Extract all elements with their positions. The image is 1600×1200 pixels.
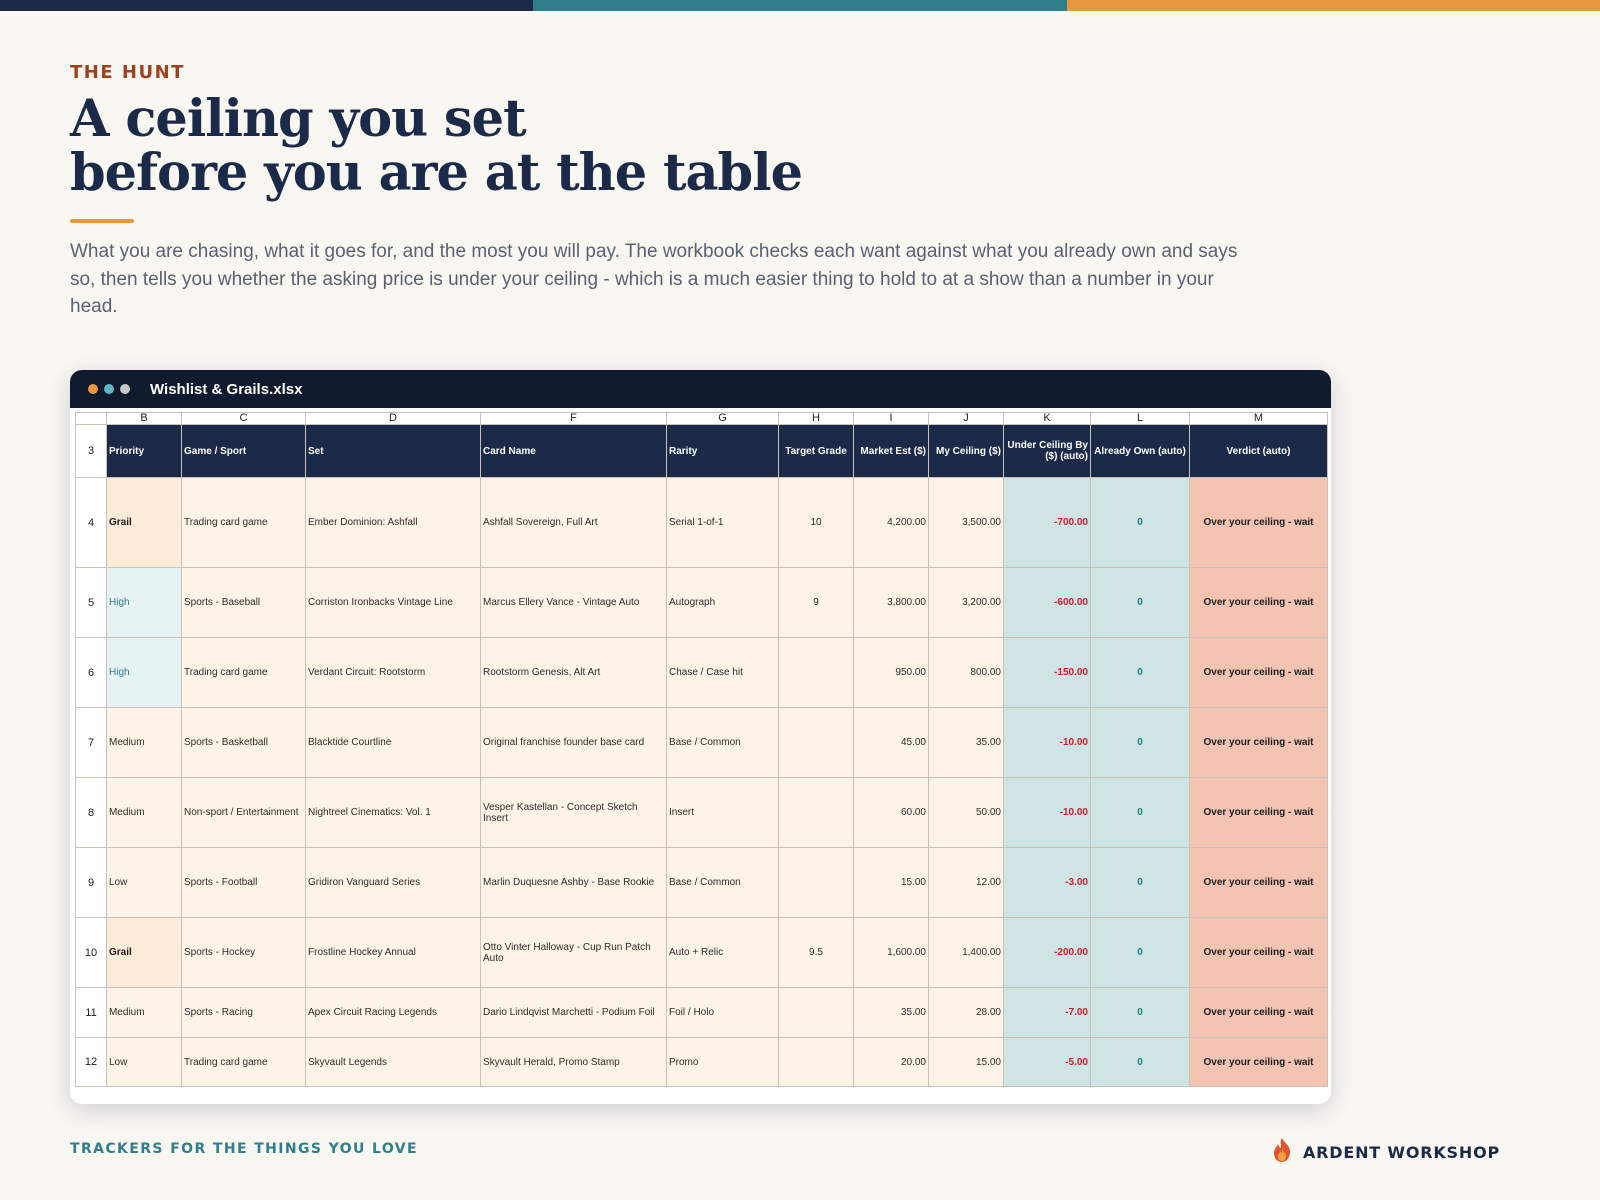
- target-grade-cell[interactable]: [779, 1038, 854, 1087]
- already-own-cell[interactable]: 0: [1091, 988, 1190, 1038]
- table-row: [76, 708, 1328, 778]
- target-grade-cell[interactable]: 9.5: [779, 918, 854, 988]
- row-number[interactable]: 9: [76, 848, 107, 918]
- card-name-cell[interactable]: Vesper Kastellan - Concept Sketch Insert: [481, 778, 667, 848]
- priority-cell[interactable]: Medium: [107, 778, 182, 848]
- intro-paragraph: What you are chasing, what it goes for, and the most you will pay. The workbook checks each want against what you already own and says so, then tells you whether the asking price is under your ceiling - which is a much easier thing to hold to at a show than a number in your head.: [70, 241, 1238, 317]
- accent-segment-navy: [0, 0, 533, 11]
- my-ceiling-cell[interactable]: 3,500.00: [929, 478, 1004, 568]
- column-letter-d[interactable]: D: [306, 413, 481, 425]
- verdict-cell[interactable]: Over your ceiling - wait: [1190, 478, 1328, 568]
- under-ceiling-cell[interactable]: -600.00: [1004, 568, 1091, 638]
- rarity-cell[interactable]: Insert: [667, 778, 779, 848]
- priority-cell[interactable]: Medium: [107, 988, 182, 1038]
- eyebrow-label: THE HUNT: [70, 62, 185, 83]
- table-row: [76, 638, 1328, 708]
- market-est-cell[interactable]: 1,600.00: [854, 918, 929, 988]
- card-name-cell[interactable]: Rootstorm Genesis, Alt Art: [481, 638, 667, 708]
- card-name-cell[interactable]: Marcus Ellery Vance - Vintage Auto: [481, 568, 667, 638]
- game-sport-cell[interactable]: Sports - Football: [182, 848, 306, 918]
- wishlist-table: [75, 412, 1328, 1087]
- card-name-cell[interactable]: Ashfall Sovereign, Full Art: [481, 478, 667, 568]
- set-cell[interactable]: Blacktide Courtline: [306, 708, 481, 778]
- rarity-cell[interactable]: Serial 1-of-1: [667, 478, 779, 568]
- rarity-cell[interactable]: Auto + Relic: [667, 918, 779, 988]
- title-line-2: before you are at the table: [70, 143, 803, 203]
- under-ceiling-cell[interactable]: -10.00: [1004, 708, 1091, 778]
- title-underline: [70, 219, 134, 223]
- my-ceiling-cell[interactable]: 3,200.00: [929, 568, 1004, 638]
- column-letter-k[interactable]: K: [1004, 413, 1091, 425]
- spreadsheet-grid[interactable]: [75, 412, 1328, 1087]
- column-header[interactable]: Rarity: [667, 425, 779, 478]
- row-number[interactable]: 10: [76, 918, 107, 988]
- already-own-cell[interactable]: 0: [1091, 848, 1190, 918]
- title-line-1: A ceiling you set: [70, 89, 526, 149]
- verdict-cell[interactable]: Over your ceiling - wait: [1190, 988, 1328, 1038]
- game-sport-cell[interactable]: Sports - Baseball: [182, 568, 306, 638]
- my-ceiling-cell[interactable]: 15.00: [929, 1038, 1004, 1087]
- column-letter-m[interactable]: M: [1190, 413, 1328, 425]
- target-grade-cell[interactable]: [779, 848, 854, 918]
- my-ceiling-cell[interactable]: 50.00: [929, 778, 1004, 848]
- table-row: [76, 568, 1328, 638]
- set-cell[interactable]: Apex Circuit Racing Legends: [306, 988, 481, 1038]
- game-sport-cell[interactable]: Trading card game: [182, 1038, 306, 1087]
- under-ceiling-cell[interactable]: -7.00: [1004, 988, 1091, 1038]
- market-est-cell[interactable]: 20.00: [854, 1038, 929, 1087]
- card-name-cell[interactable]: Skyvault Herald, Promo Stamp: [481, 1038, 667, 1087]
- priority-cell[interactable]: High: [107, 638, 182, 708]
- window-titlebar: [70, 370, 1331, 408]
- rarity-cell[interactable]: Foil / Holo: [667, 988, 779, 1038]
- window-dot-teal-icon[interactable]: [104, 384, 114, 394]
- card-name-cell[interactable]: Otto Vinter Halloway - Cup Run Patch Auto: [481, 918, 667, 988]
- column-header[interactable]: Already Own (auto): [1091, 425, 1190, 478]
- window-dot-orange-icon[interactable]: [88, 384, 98, 394]
- rarity-cell[interactable]: Autograph: [667, 568, 779, 638]
- under-ceiling-cell[interactable]: -700.00: [1004, 478, 1091, 568]
- row-number[interactable]: 5: [76, 568, 107, 638]
- set-cell[interactable]: Skyvault Legends: [306, 1038, 481, 1087]
- verdict-cell[interactable]: Over your ceiling - wait: [1190, 778, 1328, 848]
- under-ceiling-cell[interactable]: -10.00: [1004, 778, 1091, 848]
- priority-cell[interactable]: Low: [107, 1038, 182, 1087]
- row-number[interactable]: 12: [76, 1038, 107, 1087]
- table-row: [76, 918, 1328, 988]
- game-sport-cell[interactable]: Trading card game: [182, 478, 306, 568]
- verdict-cell[interactable]: Over your ceiling - wait: [1190, 638, 1328, 708]
- my-ceiling-cell[interactable]: 12.00: [929, 848, 1004, 918]
- footer-tagline: TRACKERS FOR THE THINGS YOU LOVE: [70, 1141, 418, 1157]
- accent-segment-orange: [1067, 0, 1600, 11]
- set-cell[interactable]: Corriston Ironbacks Vintage Line: [306, 568, 481, 638]
- row-number[interactable]: 8: [76, 778, 107, 848]
- header-row: [76, 425, 1328, 478]
- table-row: [76, 778, 1328, 848]
- set-cell[interactable]: Frostline Hockey Annual: [306, 918, 481, 988]
- already-own-cell[interactable]: 0: [1091, 778, 1190, 848]
- under-ceiling-cell[interactable]: -5.00: [1004, 1038, 1091, 1087]
- row-number[interactable]: 11: [76, 988, 107, 1038]
- market-est-cell[interactable]: 60.00: [854, 778, 929, 848]
- game-sport-cell[interactable]: Sports - Hockey: [182, 918, 306, 988]
- table-row: [76, 988, 1328, 1038]
- already-own-cell[interactable]: 0: [1091, 708, 1190, 778]
- game-sport-cell[interactable]: Non-sport / Entertainment: [182, 778, 306, 848]
- verdict-cell[interactable]: Over your ceiling - wait: [1190, 568, 1328, 638]
- rarity-cell[interactable]: Promo: [667, 1038, 779, 1087]
- target-grade-cell[interactable]: [779, 708, 854, 778]
- column-letter-g[interactable]: G: [667, 413, 779, 425]
- already-own-cell[interactable]: 0: [1091, 568, 1190, 638]
- top-accent-bar: [0, 0, 1600, 11]
- accent-segment-teal: [533, 0, 1066, 11]
- corner-cell[interactable]: [76, 413, 107, 425]
- already-own-cell[interactable]: 0: [1091, 1038, 1190, 1087]
- market-est-cell[interactable]: 15.00: [854, 848, 929, 918]
- column-header[interactable]: Priority: [107, 425, 182, 478]
- my-ceiling-cell[interactable]: 35.00: [929, 708, 1004, 778]
- under-ceiling-cell[interactable]: -200.00: [1004, 918, 1091, 988]
- column-letter-j[interactable]: J: [929, 413, 1004, 425]
- market-est-cell[interactable]: 950.00: [854, 638, 929, 708]
- market-est-cell[interactable]: 4,200.00: [854, 478, 929, 568]
- column-letters-row: [76, 413, 1328, 425]
- rarity-cell[interactable]: Base / Common: [667, 848, 779, 918]
- priority-cell[interactable]: Medium: [107, 708, 182, 778]
- column-letter-l[interactable]: L: [1091, 413, 1190, 425]
- column-header[interactable]: Card Name: [481, 425, 667, 478]
- already-own-cell[interactable]: 0: [1091, 638, 1190, 708]
- column-letter-f[interactable]: F: [481, 413, 667, 425]
- verdict-cell[interactable]: Over your ceiling - wait: [1190, 848, 1328, 918]
- column-letter-b[interactable]: B: [107, 413, 182, 425]
- priority-cell[interactable]: Grail: [107, 478, 182, 568]
- set-cell[interactable]: Nightreel Cinematics: Vol. 1: [306, 778, 481, 848]
- already-own-cell[interactable]: 0: [1091, 918, 1190, 988]
- card-name-cell[interactable]: Original franchise founder base card: [481, 708, 667, 778]
- priority-cell[interactable]: High: [107, 568, 182, 638]
- column-header[interactable]: Target Grade: [779, 425, 854, 478]
- flame-icon: [1271, 1137, 1293, 1168]
- target-grade-cell[interactable]: [779, 988, 854, 1038]
- card-name-cell[interactable]: Dario Lindqvist Marchetti - Podium Foil: [481, 988, 667, 1038]
- under-ceiling-cell[interactable]: -3.00: [1004, 848, 1091, 918]
- card-name-cell[interactable]: Marlin Duquesne Ashby - Base Rookie: [481, 848, 667, 918]
- brand-name: ARDENT WORKSHOP: [1303, 1143, 1500, 1162]
- row-number[interactable]: 6: [76, 638, 107, 708]
- priority-cell[interactable]: Low: [107, 848, 182, 918]
- column-header[interactable]: Set: [306, 425, 481, 478]
- table-row: [76, 848, 1328, 918]
- target-grade-cell[interactable]: 9: [779, 568, 854, 638]
- verdict-cell[interactable]: Over your ceiling - wait: [1190, 918, 1328, 988]
- game-sport-cell[interactable]: Sports - Racing: [182, 988, 306, 1038]
- column-header[interactable]: Game / Sport: [182, 425, 306, 478]
- column-header[interactable]: My Ceiling ($): [929, 425, 1004, 478]
- set-cell[interactable]: Verdant Circuit: Rootstorm: [306, 638, 481, 708]
- column-header[interactable]: Market Est ($): [854, 425, 929, 478]
- target-grade-cell[interactable]: 10: [779, 478, 854, 568]
- column-letter-c[interactable]: C: [182, 413, 306, 425]
- target-grade-cell[interactable]: [779, 778, 854, 848]
- row-number[interactable]: 3: [76, 425, 107, 478]
- set-cell[interactable]: Ember Dominion: Ashfall: [306, 478, 481, 568]
- row-number[interactable]: 4: [76, 478, 107, 568]
- window-title: Wishlist & Grails.xlsx: [150, 380, 303, 398]
- column-letter-i[interactable]: I: [854, 413, 929, 425]
- game-sport-cell[interactable]: Sports - Basketball: [182, 708, 306, 778]
- my-ceiling-cell[interactable]: 28.00: [929, 988, 1004, 1038]
- market-est-cell[interactable]: 45.00: [854, 708, 929, 778]
- already-own-cell[interactable]: 0: [1091, 478, 1190, 568]
- market-est-cell[interactable]: 3,800.00: [854, 568, 929, 638]
- brand-lockup: [1271, 1137, 1500, 1168]
- row-number[interactable]: 7: [76, 708, 107, 778]
- column-header[interactable]: Under Ceiling By ($) (auto): [1004, 425, 1091, 478]
- my-ceiling-cell[interactable]: 800.00: [929, 638, 1004, 708]
- priority-cell[interactable]: Grail: [107, 918, 182, 988]
- rarity-cell[interactable]: Chase / Case hit: [667, 638, 779, 708]
- page-title: [70, 89, 803, 203]
- column-letter-h[interactable]: H: [779, 413, 854, 425]
- target-grade-cell[interactable]: [779, 638, 854, 708]
- table-row: [76, 478, 1328, 568]
- market-est-cell[interactable]: 35.00: [854, 988, 929, 1038]
- window-dot-grey-icon[interactable]: [120, 384, 130, 394]
- my-ceiling-cell[interactable]: 1,400.00: [929, 918, 1004, 988]
- spreadsheet-window: [70, 370, 1331, 1104]
- table-row: [76, 1038, 1328, 1087]
- under-ceiling-cell[interactable]: -150.00: [1004, 638, 1091, 708]
- rarity-cell[interactable]: Base / Common: [667, 708, 779, 778]
- game-sport-cell[interactable]: Trading card game: [182, 638, 306, 708]
- verdict-cell[interactable]: Over your ceiling - wait: [1190, 1038, 1328, 1087]
- column-header[interactable]: Verdict (auto): [1190, 425, 1328, 478]
- verdict-cell[interactable]: Over your ceiling - wait: [1190, 708, 1328, 778]
- set-cell[interactable]: Gridiron Vanguard Series: [306, 848, 481, 918]
